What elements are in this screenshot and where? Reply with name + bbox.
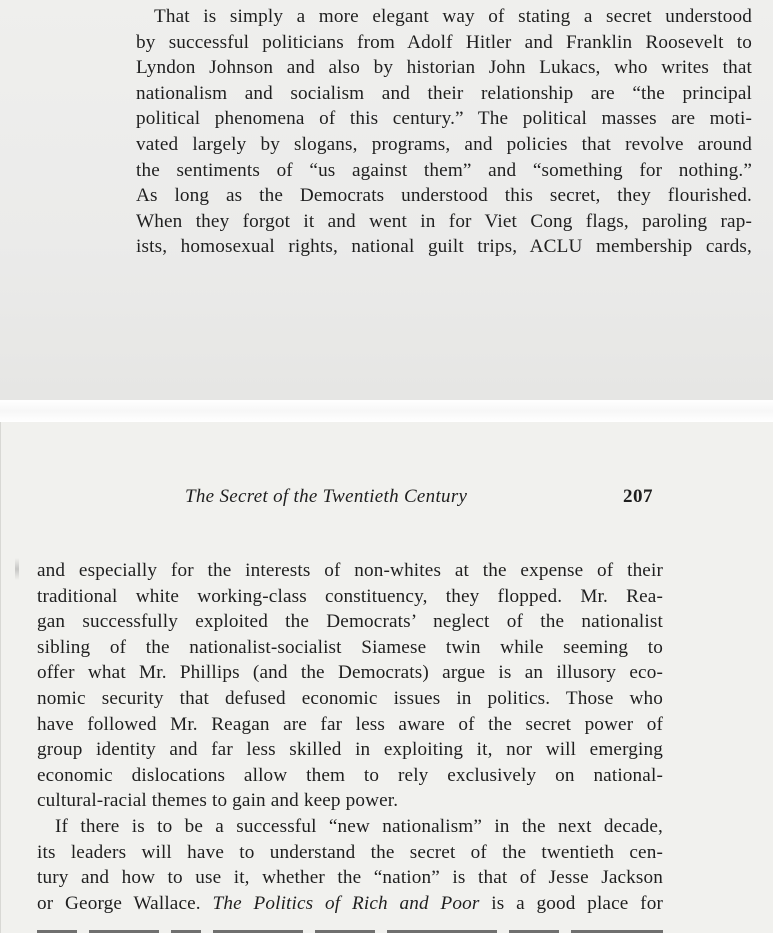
page-divider xyxy=(0,400,773,422)
text-line: ists, homosexual rights, national guilt trips, ACLU membership cards, xyxy=(136,236,752,258)
text-line: That is simply a more elegant way of stating a secret understood xyxy=(154,6,752,27)
text-line: nomic security that defused economic issues in politics. Those who xyxy=(37,687,663,709)
book-title: The Politics of Rich and Poor xyxy=(212,892,480,914)
text-line: Lyndon Johnson and also by historian John Lukacs, who writes that xyxy=(136,57,752,79)
text-line: vated largely by slogans, programs, and policies that revolve around xyxy=(136,133,752,155)
page-number: 207 xyxy=(623,486,653,507)
text-line: gan successfully exploited the Democrats’ neglect of the nationalist xyxy=(37,611,663,633)
top-page-paragraph xyxy=(136,4,752,260)
text-line: offer what Mr. Phillips (and the Democrats) argue is an illusory eco- xyxy=(37,662,663,684)
text-line: As long as the Democrats understood this secret, they flourished. xyxy=(136,185,752,207)
bottom-page-scan xyxy=(0,422,773,933)
text-fragment: is a good place for xyxy=(479,892,664,914)
page-header xyxy=(1,486,773,516)
scan-edge-mark xyxy=(15,558,19,580)
text-line: have followed Mr. Reagan are far less aware of the secret power of xyxy=(37,713,663,735)
cropped-next-line xyxy=(37,926,663,933)
text-line: nationalism and socialism and their relationship are “the principal xyxy=(136,82,752,104)
text-line: its leaders will have to understand the secret of the twentieth cen- xyxy=(37,841,663,863)
text-line: economic dislocations allow them to rely exclusively on national- xyxy=(37,764,663,786)
text-line: If there is to be a successful “new nationalism” in the next decade, xyxy=(55,815,663,837)
text-line: When they forgot it and went in for Viet Cong flags, paroling rap- xyxy=(136,210,752,232)
text-line: traditional white working-class constituency, they flopped. Mr. Rea- xyxy=(37,585,663,607)
text-line: political phenomena of this century.” The political masses are moti- xyxy=(136,108,752,130)
running-head: The Secret of the Twentieth Century xyxy=(185,486,468,507)
text-line-with-book-title xyxy=(37,891,663,917)
text-line: group identity and far less skilled in exploiting it, nor will emerging xyxy=(37,739,663,761)
bottom-page-body xyxy=(37,558,663,916)
text-line: tury and how to use it, whether the “nation” is that of Jesse Jackson xyxy=(37,867,663,889)
text-line: the sentiments of “us against them” and “something for nothing.” xyxy=(136,159,752,181)
text-line: by successful politicians from Adolf Hitler and Franklin Roosevelt to xyxy=(136,31,752,53)
text-fragment: or George Wallace. xyxy=(37,892,213,914)
text-line: sibling of the nationalist-socialist Siamese twin while seeming to xyxy=(37,636,663,658)
top-page-scan xyxy=(0,0,773,400)
text-line: and especially for the interests of non-whites at the expense of their xyxy=(37,560,663,581)
text-line: cultural-racial themes to gain and keep power. xyxy=(37,790,399,812)
